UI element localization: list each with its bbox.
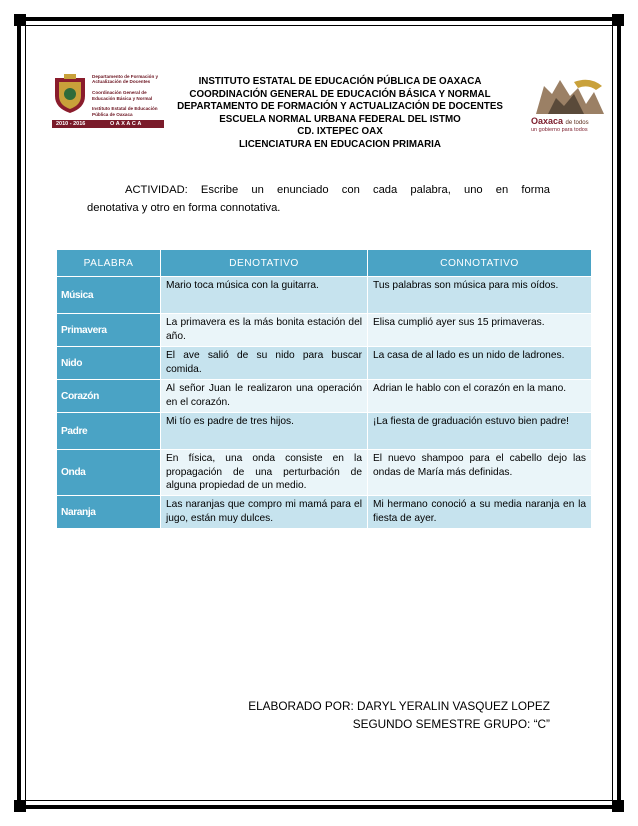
- denotative-cell: La primavera es la más bonita estación del año.: [161, 314, 368, 347]
- header-line: ESCUELA NORMAL URBANA FEDERAL DEL ISTMO: [219, 113, 461, 125]
- logo-right-name: Oaxaca: [531, 116, 564, 126]
- group-line: SEGUNDO SEMESTRE GRUPO: “C”: [352, 717, 550, 731]
- header-line: LICENCIATURA EN EDUCACION PRIMARIA: [239, 138, 441, 150]
- connotative-cell: Tus palabras son música para mis oídos.: [368, 277, 592, 314]
- logo-left-line: Coordinación General de: [92, 90, 147, 96]
- author-signature: [180, 697, 550, 733]
- connotative-cell: Elisa cumplió ayer sus 15 primaveras.: [368, 314, 592, 347]
- connotative-cell: Mi hermano conoció a su media naranja en la fiesta de ayer.: [368, 496, 592, 529]
- table-row: [57, 413, 592, 450]
- connotative-cell: La casa de al lado es un nido de ladrones.: [368, 347, 592, 380]
- table-row: [57, 347, 592, 380]
- table-header-row: [57, 250, 592, 277]
- oaxaca-mark-icon: [530, 76, 608, 116]
- column-header-palabra: PALABRA: [57, 250, 161, 277]
- logo-right-tagline: de todos: [565, 120, 589, 126]
- author-line: ELABORADO POR: DARYL YERALIN VASQUEZ LOPEZ: [248, 699, 550, 713]
- header-line: INSTITUTO ESTATAL DE EDUCACIÓN PÚBLICA DE OAXACA: [198, 76, 482, 87]
- words-table: [56, 249, 592, 529]
- logo-right-subtagline: un gobierno para todos: [531, 127, 588, 133]
- logo-left-bar: [52, 120, 164, 128]
- word-cell: Onda: [57, 450, 161, 496]
- column-header-connotativo: CONNOTATIVO: [368, 250, 592, 277]
- connotative-cell: El nuevo shampoo para el cabello dejo las ondas de María más definidas.: [368, 450, 592, 496]
- connotative-cell: ¡La fiesta de graduación estuvo bien padre!: [368, 413, 592, 450]
- oaxaca-logo: [530, 76, 608, 138]
- ieepo-logo: [52, 72, 164, 134]
- denotative-cell: En física, una onda consiste en la propagación de una perturbación de alguna propiedad de un medio.: [161, 450, 368, 496]
- word-cell: Padre: [57, 413, 161, 450]
- document-header: [160, 76, 520, 152]
- logo-left-line: Pública de Oaxaca: [92, 111, 133, 117]
- denotative-cell: El ave salió de su nido para buscar comida.: [161, 347, 368, 380]
- logo-left-line: Actualización de Docentes: [92, 79, 151, 85]
- table-row: [57, 496, 592, 529]
- column-header-denotativo: DENOTATIVO: [161, 250, 368, 277]
- logo-left-line: Departamento de Formación y: [92, 74, 159, 79]
- border-corner: [14, 800, 26, 812]
- table-row: [57, 450, 592, 496]
- activity-line-1: ACTIVIDAD: Escribe un enunciado con cada palabra, uno en forma: [125, 184, 550, 196]
- logo-left-line: Instituto Estatal de Educación: [92, 106, 158, 112]
- oaxaca-seal-icon: [52, 74, 88, 114]
- header-line: COORDINACIÓN GENERAL DE EDUCACIÓN BÁSICA Y NORMAL: [189, 88, 491, 100]
- header-line: CD. IXTEPEC OAX: [297, 126, 383, 138]
- activity-line-2: denotativa y otro en forma connotativa.: [87, 202, 281, 214]
- border-corner: [14, 14, 26, 26]
- word-cell: Nido: [57, 347, 161, 380]
- header-line: DEPARTAMENTO DE FORMACIÓN Y ACTUALIZACIÓN DE DOCENTES: [177, 101, 503, 113]
- denotative-cell: Al señor Juan le realizaron una operación en el corazón.: [161, 380, 368, 413]
- logo-left-years: 2010 - 2016: [56, 121, 86, 127]
- connotative-cell: Adrian le hablo con el corazón en la mano.: [368, 380, 592, 413]
- table-row: [57, 277, 592, 314]
- word-cell: Corazón: [57, 380, 161, 413]
- logo-left-line: Educación Básica y Normal: [92, 95, 153, 101]
- table-row: [57, 314, 592, 347]
- logo-left-state: OAXACA: [110, 121, 143, 127]
- denotative-cell: Las naranjas que compro mi mamá para el jugo, están muy dulces.: [161, 496, 368, 529]
- word-cell: Naranja: [57, 496, 161, 529]
- activity-instructions: [87, 181, 550, 217]
- denotative-cell: Mi tío es padre de tres hijos.: [161, 413, 368, 450]
- word-cell: Primavera: [57, 314, 161, 347]
- table-row: [57, 380, 592, 413]
- denotative-cell: Mario toca música con la guitarra.: [161, 277, 368, 314]
- border-corner: [612, 800, 624, 812]
- border-corner: [612, 14, 624, 26]
- word-cell: Música: [57, 277, 161, 314]
